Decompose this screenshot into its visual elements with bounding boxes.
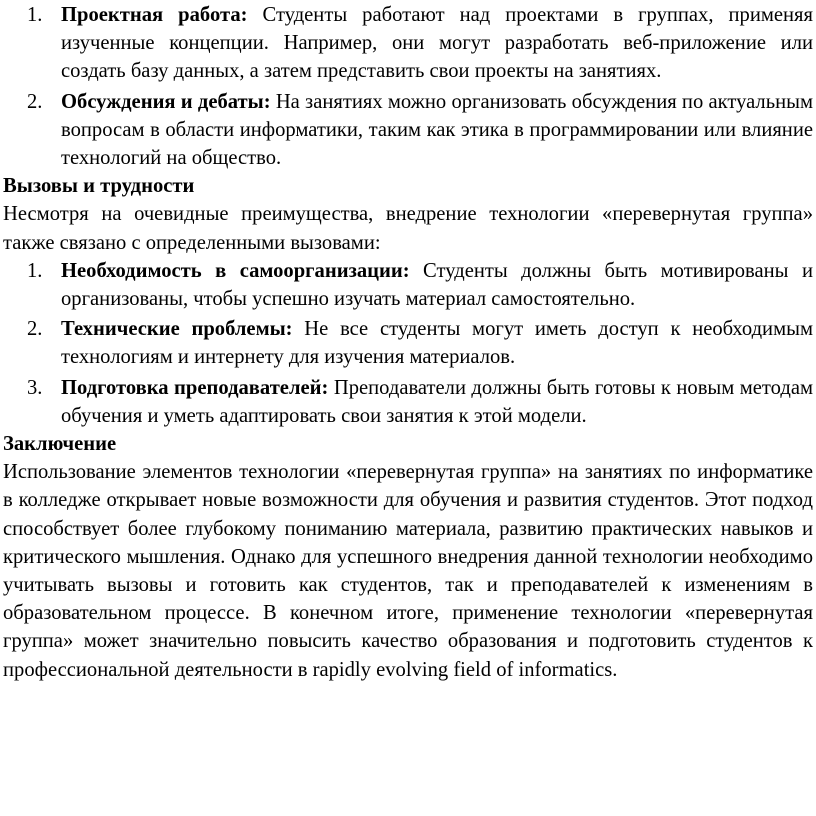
list-item-text: Студенты должны быть мотивированы и организованы, чтобы успешно изучать материал самостоятельно. [61,259,813,311]
list-item-text: На занятиях можно организовать обсуждения по актуальным вопросам в области информатики, таким как этика в программировании или влияние технологий на общество. [61,90,813,170]
list-number: 1. [27,4,43,26]
challenges-intro: Несмотря на очевидные преимущества, внедрение технологии «перевернутая группа» также связано с определенными вызовами: [3,203,813,254]
list-number: 3. [27,376,43,399]
list-item [3,257,813,313]
challenges-list [3,257,813,430]
list-number: 2. [27,318,43,341]
list-item-title: Проектная работа: [61,4,263,26]
list-item-title: Технические проблемы: [61,318,305,341]
document-page [3,1,813,684]
list-item-text: Преподаватели должны быть готовы к новым методам обучения и уметь адаптировать свои занятия к этой модели. [61,376,814,427]
list-item [3,374,813,430]
list-item-title: Необходимость в самоорганизации: [61,259,424,282]
list-item [3,315,813,371]
list-item-text: Студенты работают над проектами в группах, применяя изученные концепции. Например, они могут разработать веб-приложение или создать базу данных, а затем представить свои проекты на занятиях. [61,4,813,83]
list-item-title: Подготовка преподавателей: [61,376,334,399]
list-item-text: Не все студенты могут иметь доступ к необходимым технологиям и интернету для изучения материалов. [61,318,813,369]
approaches-list [3,1,813,172]
section-heading-conclusion: Заключение [3,433,117,456]
list-item-title: Обсуждения и дебаты: [61,90,276,113]
list-number: 1. [27,259,43,282]
conclusion-paragraph: Использование элементов технологии «перевернутая группа» на занятиях по информатике в колледже открывает новые возможности для обучения и развития студентов. Этот подход способствует более глубокому пониманию материала, развитию практических навыков и критического мышления. Однако для успешного внедрения данной технологии необходимо учитывать вызовы и готовить как студентов, так и преподавателей к изменениям в образовательном процессе. В конечном итоге, применение технологии «перевернутая группа» может значительно повысить качество образования и подготовить студентов к профессиональной деятельности в rapidly evolving field of informatics. [3,461,813,681]
list-item [3,88,813,173]
section-heading-challenges: Вызовы и трудности [3,175,195,198]
list-item [3,1,813,86]
list-number: 2. [27,90,43,113]
